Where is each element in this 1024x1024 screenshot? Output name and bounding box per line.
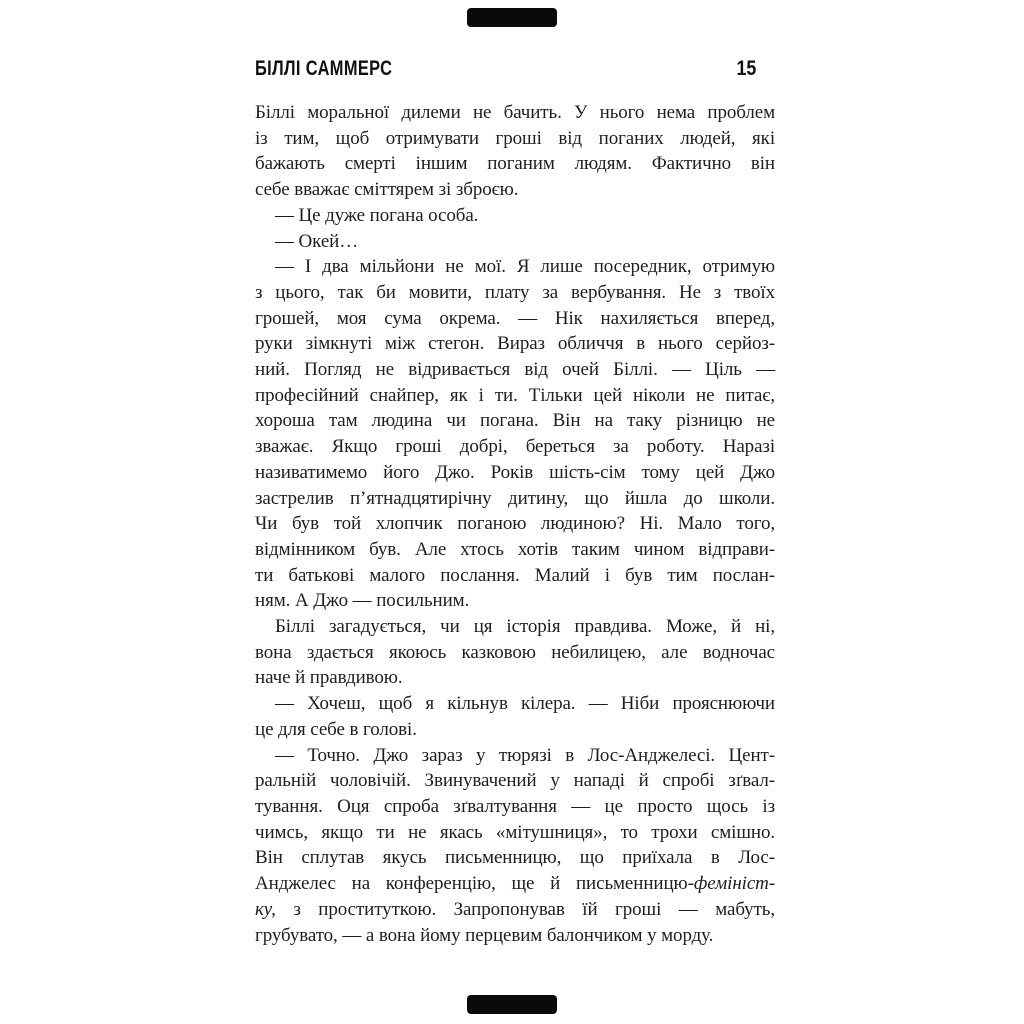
text-line (255, 691, 775, 717)
text-segment: Він сплутав якусь письменницю, що приїхала в Лос- (255, 847, 775, 869)
text-line (255, 794, 775, 820)
text-segment: грошей, моя сума окрема. — Нік нахиляється вперед, (255, 307, 775, 329)
text-line (255, 845, 775, 871)
text-line (255, 665, 775, 691)
text-segment: грубувато, — а вона йому перцевим балончиком у морду. (255, 924, 714, 946)
text-line (255, 177, 775, 203)
text-line (255, 614, 775, 640)
text-segment: Чи був той хлопчик поганою людиною? Ні. Мало того, (255, 513, 775, 535)
text-segment: бажають смерті іншим поганим людям. Фактично він (255, 153, 775, 175)
text-line (255, 126, 775, 152)
text-segment: професійний снайпер, як і ти. Тільки цей ніколи не питає, (255, 384, 775, 406)
text-line (255, 768, 775, 794)
text-line (255, 306, 775, 332)
text-segment: ням. А Джо — посильним. (255, 590, 470, 612)
text-segment: з проституткою. Запропонував їй гроші — мабуть, (275, 898, 775, 920)
text-line (255, 537, 775, 563)
running-header (255, 57, 775, 83)
text-line (255, 100, 775, 126)
text-line (255, 563, 775, 589)
text-line (255, 203, 775, 229)
text-segment: — Це дуже погана особа. (275, 204, 479, 226)
text-segment: чимсь, якщо ти не якась «мітушниця», то трохи смішно. (255, 821, 775, 843)
text-segment: з цього, так би мовити, плату за вербування. Не з твоїх (255, 281, 775, 303)
text-segment: наче й правдивою. (255, 667, 403, 689)
text-segment: — Окей… (275, 230, 359, 252)
text-segment-italic: ку, (255, 898, 276, 920)
text-line (255, 280, 775, 306)
text-line (255, 743, 775, 769)
top-page-tab (467, 8, 557, 27)
text-line (255, 640, 775, 666)
text-line (255, 820, 775, 846)
text-segment: із тим, щоб отримувати гроші від поганих людей, які (255, 127, 775, 149)
text-line (255, 254, 775, 280)
text-segment: тування. Оця спроба зґвалтування — це просто щось із (255, 795, 775, 817)
text-line (255, 331, 775, 357)
text-segment: хороша там людина чи погана. Він на таку різницю не (255, 410, 775, 432)
page-number: 15 (736, 57, 756, 80)
text-line (255, 383, 775, 409)
text-line (255, 151, 775, 177)
text-segment: ти батькові малого послання. Малий і був тим послан- (255, 564, 775, 586)
text-segment: Анджелес на конференцію, ще й письменницю- (255, 873, 694, 895)
text-line (255, 511, 775, 537)
text-line (255, 460, 775, 486)
text-block (255, 100, 775, 948)
text-line (255, 871, 775, 897)
text-segment: відмінником був. Але хтось хотів таким чином відправи- (255, 538, 775, 560)
text-line (255, 434, 775, 460)
text-segment: — Точно. Джо зараз у тюрязі в Лос-Анджелесі. Цент- (275, 744, 775, 766)
text-segment: себе вважає сміттярем зі зброєю. (255, 179, 519, 201)
text-segment: це для себе в голові. (255, 718, 417, 740)
running-title: БІЛЛІ САММЕРС (255, 57, 393, 80)
bottom-page-tab (467, 995, 557, 1014)
text-line (255, 923, 775, 949)
text-line (255, 486, 775, 512)
text-segment: ний. Погляд не відривається від очей Біллі. — Ціль — (255, 359, 775, 381)
text-line (255, 357, 775, 383)
text-line (255, 588, 775, 614)
text-segment: називатимемо його Джо. Років шість-сім тому цей Джо (255, 461, 775, 483)
text-segment: Біллі моральної дилеми не бачить. У нього нема проблем (255, 102, 775, 123)
text-line (255, 717, 775, 743)
text-segment: застрелив п’ятнадцятирічну дитину, що йшла до школи. (255, 487, 775, 509)
text-segment: зважає. Якщо гроші добрі, береться за роботу. Наразі (255, 436, 775, 458)
text-line (255, 229, 775, 255)
text-segment: Біллі загадується, чи ця історія правдива. Може, й ні, (275, 616, 775, 638)
text-segment: ральній чоловічій. Звинувачений у нападі й спробі зґвал- (255, 770, 775, 792)
text-segment-italic: фемініст- (693, 873, 775, 895)
text-segment: руки зімкнуті між стегон. Вираз обличчя в нього серйоз- (255, 333, 775, 355)
text-segment: — І два мільйони не мої. Я лише посередник, отримую (275, 256, 775, 278)
text-segment: вона здається якоюсь казковою небилицею, але водночас (255, 641, 775, 663)
text-line (255, 897, 775, 923)
text-segment: — Хочеш, щоб я кільнув кілера. — Ніби прояснюючи (275, 693, 775, 715)
text-line (255, 408, 775, 434)
